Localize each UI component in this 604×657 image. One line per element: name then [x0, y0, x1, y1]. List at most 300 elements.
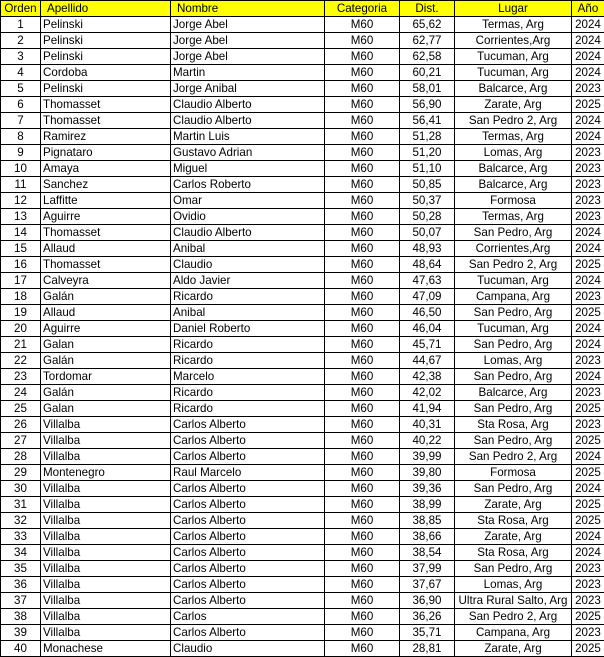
cell-categoria: M60 [325, 209, 400, 225]
cell-lugar: Campana, Arg [455, 625, 572, 641]
cell-categoria: M60 [325, 177, 400, 193]
cell-orden: 35 [1, 561, 41, 577]
cell-apellido: Thomasset [41, 113, 171, 129]
cell-categoria: M60 [325, 113, 400, 129]
cell-nombre: Carlos Alberto [171, 449, 325, 465]
cell-categoria: M60 [325, 369, 400, 385]
cell-dist: 47,63 [400, 273, 455, 289]
col-header-ano: Año [572, 1, 604, 17]
table-row [1, 33, 604, 49]
cell-ano: 2025 [572, 513, 604, 529]
cell-categoria: M60 [325, 241, 400, 257]
cell-nombre: Carlos Alberto [171, 545, 325, 561]
cell-dist: 41,94 [400, 401, 455, 417]
cell-lugar: Sta Rosa, Arg [455, 417, 572, 433]
cell-categoria: M60 [325, 513, 400, 529]
cell-ano: 2024 [572, 33, 604, 49]
cell-orden: 26 [1, 417, 41, 433]
cell-categoria: M60 [325, 49, 400, 65]
cell-orden: 6 [1, 97, 41, 113]
cell-apellido: Galán [41, 385, 171, 401]
table-row [1, 273, 604, 289]
cell-ano: 2023 [572, 561, 604, 577]
table-row [1, 369, 604, 385]
cell-ano: 2023 [572, 417, 604, 433]
cell-orden: 8 [1, 129, 41, 145]
cell-categoria: M60 [325, 161, 400, 177]
cell-categoria: M60 [325, 577, 400, 593]
cell-orden: 40 [1, 641, 41, 657]
cell-apellido: Ramirez [41, 129, 171, 145]
cell-orden: 16 [1, 257, 41, 273]
cell-dist: 62,58 [400, 49, 455, 65]
table-row [1, 17, 604, 33]
cell-dist: 38,54 [400, 545, 455, 561]
cell-nombre: Ricardo [171, 353, 325, 369]
cell-ano: 2024 [572, 273, 604, 289]
cell-orden: 10 [1, 161, 41, 177]
cell-apellido: Monachese [41, 641, 171, 657]
cell-orden: 32 [1, 513, 41, 529]
table-row [1, 97, 604, 113]
cell-categoria: M60 [325, 97, 400, 113]
table-row [1, 337, 604, 353]
cell-nombre: Carlos Alberto [171, 593, 325, 609]
cell-categoria: M60 [325, 609, 400, 625]
cell-lugar: Lomas, Arg [455, 577, 572, 593]
cell-dist: 47,09 [400, 289, 455, 305]
cell-orden: 27 [1, 433, 41, 449]
cell-nombre: Daniel Roberto [171, 321, 325, 337]
cell-ano: 2024 [572, 529, 604, 545]
cell-ano: 2024 [572, 337, 604, 353]
cell-apellido: Villalba [41, 513, 171, 529]
cell-nombre: Claudio [171, 641, 325, 657]
cell-nombre: Carlos Roberto [171, 177, 325, 193]
cell-ano: 2023 [572, 353, 604, 369]
cell-lugar: San Pedro 2, Arg [455, 609, 572, 625]
cell-dist: 40,31 [400, 417, 455, 433]
cell-dist: 28,81 [400, 641, 455, 657]
cell-dist: 35,71 [400, 625, 455, 641]
cell-orden: 14 [1, 225, 41, 241]
cell-orden: 19 [1, 305, 41, 321]
cell-lugar: Corrientes,Arg [455, 33, 572, 49]
cell-ano: 2023 [572, 177, 604, 193]
table-row [1, 465, 604, 481]
table-row [1, 545, 604, 561]
cell-dist: 46,04 [400, 321, 455, 337]
cell-lugar: Sta Rosa, Arg [455, 545, 572, 561]
cell-nombre: Omar [171, 193, 325, 209]
cell-dist: 44,67 [400, 353, 455, 369]
cell-dist: 37,99 [400, 561, 455, 577]
cell-orden: 31 [1, 497, 41, 513]
table-row [1, 385, 604, 401]
cell-orden: 38 [1, 609, 41, 625]
cell-nombre: Ovidio [171, 209, 325, 225]
cell-orden: 20 [1, 321, 41, 337]
cell-apellido: Villalba [41, 449, 171, 465]
cell-lugar: Formosa [455, 193, 572, 209]
col-header-lugar: Lugar [455, 1, 572, 17]
cell-ano: 2023 [572, 193, 604, 209]
cell-apellido: Villalba [41, 609, 171, 625]
cell-dist: 56,90 [400, 97, 455, 113]
table-row [1, 129, 604, 145]
cell-orden: 4 [1, 65, 41, 81]
table-row [1, 321, 604, 337]
cell-dist: 50,85 [400, 177, 455, 193]
table-row [1, 257, 604, 273]
cell-orden: 21 [1, 337, 41, 353]
cell-dist: 40,22 [400, 433, 455, 449]
cell-orden: 30 [1, 481, 41, 497]
cell-categoria: M60 [325, 481, 400, 497]
cell-apellido: Galán [41, 353, 171, 369]
cell-orden: 23 [1, 369, 41, 385]
col-header-dist: Dist. [400, 1, 455, 17]
cell-apellido: Thomasset [41, 257, 171, 273]
cell-lugar: Tucuman, Arg [455, 321, 572, 337]
table-row [1, 433, 604, 449]
cell-apellido: Calveyra [41, 273, 171, 289]
cell-categoria: M60 [325, 193, 400, 209]
cell-apellido: Pignataro [41, 145, 171, 161]
cell-categoria: M60 [325, 465, 400, 481]
cell-ano: 2024 [572, 129, 604, 145]
cell-ano: 2024 [572, 225, 604, 241]
cell-nombre: Claudio Alberto [171, 113, 325, 129]
cell-ano: 2024 [572, 321, 604, 337]
cell-dist: 38,99 [400, 497, 455, 513]
cell-orden: 22 [1, 353, 41, 369]
cell-apellido: Galan [41, 401, 171, 417]
table-row [1, 289, 604, 305]
table-row [1, 81, 604, 97]
cell-ano: 2023 [572, 593, 604, 609]
cell-ano: 2023 [572, 161, 604, 177]
cell-lugar: Balcarce, Arg [455, 177, 572, 193]
cell-nombre: Ricardo [171, 337, 325, 353]
cell-categoria: M60 [325, 129, 400, 145]
table-row [1, 417, 604, 433]
table-row [1, 641, 604, 657]
cell-categoria: M60 [325, 449, 400, 465]
cell-apellido: Sanchez [41, 177, 171, 193]
col-header-apellido: Apellido [41, 1, 171, 17]
table-row [1, 113, 604, 129]
cell-lugar: San Pedro, Arg [455, 561, 572, 577]
cell-categoria: M60 [325, 305, 400, 321]
cell-dist: 39,99 [400, 449, 455, 465]
cell-dist: 37,67 [400, 577, 455, 593]
cell-dist: 62,77 [400, 33, 455, 49]
table-row [1, 241, 604, 257]
cell-apellido: Villalba [41, 497, 171, 513]
cell-lugar: Zarate, Arg [455, 529, 572, 545]
cell-apellido: Amaya [41, 161, 171, 177]
cell-lugar: Lomas, Arg [455, 145, 572, 161]
cell-lugar: Termas, Arg [455, 209, 572, 225]
table-row [1, 481, 604, 497]
cell-ano: 2023 [572, 209, 604, 225]
cell-ano: 2023 [572, 145, 604, 161]
cell-dist: 48,93 [400, 241, 455, 257]
cell-orden: 28 [1, 449, 41, 465]
cell-nombre: Claudio [171, 257, 325, 273]
cell-apellido: Galan [41, 337, 171, 353]
cell-categoria: M60 [325, 81, 400, 97]
cell-orden: 25 [1, 401, 41, 417]
cell-categoria: M60 [325, 65, 400, 81]
cell-orden: 36 [1, 577, 41, 593]
cell-nombre: Martin [171, 65, 325, 81]
cell-orden: 9 [1, 145, 41, 161]
header-row [1, 1, 604, 17]
table-row [1, 609, 604, 625]
cell-dist: 50,28 [400, 209, 455, 225]
cell-ano: 2024 [572, 49, 604, 65]
cell-orden: 39 [1, 625, 41, 641]
cell-ano: 2023 [572, 81, 604, 97]
cell-lugar: Corrientes,Arg [455, 241, 572, 257]
cell-dist: 39,36 [400, 481, 455, 497]
cell-nombre: Carlos Alberto [171, 481, 325, 497]
cell-lugar: Zarate, Arg [455, 497, 572, 513]
cell-apellido: Villalba [41, 417, 171, 433]
cell-nombre: Ricardo [171, 385, 325, 401]
cell-categoria: M60 [325, 145, 400, 161]
cell-orden: 24 [1, 385, 41, 401]
cell-orden: 18 [1, 289, 41, 305]
cell-lugar: Sta Rosa, Arg [455, 513, 572, 529]
cell-dist: 38,66 [400, 529, 455, 545]
cell-lugar: San Pedro 2, Arg [455, 113, 572, 129]
cell-orden: 33 [1, 529, 41, 545]
cell-categoria: M60 [325, 225, 400, 241]
cell-dist: 36,26 [400, 609, 455, 625]
cell-nombre: Carlos Alberto [171, 433, 325, 449]
cell-nombre: Claudio Alberto [171, 97, 325, 113]
table-row [1, 577, 604, 593]
table-row [1, 561, 604, 577]
table-row [1, 449, 604, 465]
cell-apellido: Aguirre [41, 321, 171, 337]
col-header-categoria: Categoria [325, 1, 400, 17]
cell-apellido: Villalba [41, 545, 171, 561]
cell-ano: 2023 [572, 385, 604, 401]
cell-categoria: M60 [325, 273, 400, 289]
cell-orden: 5 [1, 81, 41, 97]
cell-nombre: Jorge Abel [171, 17, 325, 33]
cell-dist: 58,01 [400, 81, 455, 97]
cell-lugar: San Pedro, Arg [455, 401, 572, 417]
cell-apellido: Pelinski [41, 17, 171, 33]
cell-lugar: San Pedro, Arg [455, 225, 572, 241]
cell-categoria: M60 [325, 593, 400, 609]
cell-lugar: Tucuman, Arg [455, 65, 572, 81]
cell-apellido: Tordomar [41, 369, 171, 385]
cell-apellido: Laffitte [41, 193, 171, 209]
cell-dist: 39,80 [400, 465, 455, 481]
cell-dist: 42,38 [400, 369, 455, 385]
cell-lugar: Tucuman, Arg [455, 273, 572, 289]
cell-dist: 45,71 [400, 337, 455, 353]
cell-ano: 2025 [572, 609, 604, 625]
cell-dist: 51,20 [400, 145, 455, 161]
cell-apellido: Cordoba [41, 65, 171, 81]
table-row [1, 161, 604, 177]
cell-dist: 60,21 [400, 65, 455, 81]
table-row [1, 497, 604, 513]
cell-dist: 36,90 [400, 593, 455, 609]
cell-lugar: Zarate, Arg [455, 97, 572, 113]
cell-orden: 15 [1, 241, 41, 257]
cell-orden: 11 [1, 177, 41, 193]
col-header-orden: Orden [1, 1, 41, 17]
cell-dist: 42,02 [400, 385, 455, 401]
table-row [1, 49, 604, 65]
cell-lugar: Balcarce, Arg [455, 161, 572, 177]
cell-nombre: Claudio Alberto [171, 225, 325, 241]
cell-ano: 2025 [572, 97, 604, 113]
cell-lugar: San Pedro, Arg [455, 433, 572, 449]
cell-lugar: San Pedro, Arg [455, 481, 572, 497]
cell-dist: 50,37 [400, 193, 455, 209]
cell-lugar: Zarate, Arg [455, 641, 572, 657]
cell-nombre: Carlos [171, 609, 325, 625]
cell-ano: 2024 [572, 17, 604, 33]
cell-categoria: M60 [325, 529, 400, 545]
cell-nombre: Aldo Javier [171, 273, 325, 289]
table-row [1, 225, 604, 241]
cell-categoria: M60 [325, 17, 400, 33]
cell-apellido: Villalba [41, 577, 171, 593]
cell-apellido: Villalba [41, 561, 171, 577]
table-row [1, 593, 604, 609]
cell-nombre: Jorge Anibal [171, 81, 325, 97]
cell-nombre: Jorge Abel [171, 33, 325, 49]
cell-ano: 2024 [572, 449, 604, 465]
cell-orden: 13 [1, 209, 41, 225]
cell-ano: 2023 [572, 625, 604, 641]
table-row [1, 193, 604, 209]
cell-ano: 2024 [572, 545, 604, 561]
cell-nombre: Gustavo Adrian [171, 145, 325, 161]
cell-apellido: Thomasset [41, 225, 171, 241]
cell-nombre: Raul Marcelo [171, 465, 325, 481]
cell-dist: 38,85 [400, 513, 455, 529]
cell-ano: 2023 [572, 577, 604, 593]
cell-dist: 51,10 [400, 161, 455, 177]
cell-categoria: M60 [325, 545, 400, 561]
cell-lugar: Campana, Arg [455, 289, 572, 305]
cell-ano: 2024 [572, 65, 604, 81]
cell-ano: 2024 [572, 369, 604, 385]
cell-nombre: Ricardo [171, 289, 325, 305]
cell-lugar: Balcarce, Arg [455, 385, 572, 401]
table-row [1, 401, 604, 417]
cell-lugar: Lomas, Arg [455, 353, 572, 369]
cell-ano: 2025 [572, 305, 604, 321]
table-row [1, 625, 604, 641]
cell-categoria: M60 [325, 33, 400, 49]
cell-categoria: M60 [325, 353, 400, 369]
cell-categoria: M60 [325, 417, 400, 433]
cell-ano: 2025 [572, 257, 604, 273]
cell-ano: 2025 [572, 401, 604, 417]
table-row [1, 513, 604, 529]
cell-orden: 17 [1, 273, 41, 289]
cell-ano: 2024 [572, 481, 604, 497]
cell-categoria: M60 [325, 641, 400, 657]
cell-categoria: M60 [325, 289, 400, 305]
cell-lugar: San Pedro 2, Arg [455, 449, 572, 465]
cell-nombre: Ricardo [171, 401, 325, 417]
cell-nombre: Marcelo [171, 369, 325, 385]
cell-orden: 7 [1, 113, 41, 129]
cell-categoria: M60 [325, 385, 400, 401]
cell-nombre: Carlos Alberto [171, 577, 325, 593]
cell-categoria: M60 [325, 497, 400, 513]
cell-nombre: Carlos Alberto [171, 561, 325, 577]
cell-categoria: M60 [325, 401, 400, 417]
cell-apellido: Aguirre [41, 209, 171, 225]
cell-apellido: Villalba [41, 593, 171, 609]
cell-categoria: M60 [325, 337, 400, 353]
cell-nombre: Anibal [171, 241, 325, 257]
table-row [1, 65, 604, 81]
cell-lugar: San Pedro, Arg [455, 369, 572, 385]
cell-apellido: Villalba [41, 481, 171, 497]
cell-nombre: Martin Luis [171, 129, 325, 145]
cell-ano: 2024 [572, 241, 604, 257]
cell-nombre: Anibal [171, 305, 325, 321]
cell-lugar: San Pedro, Arg [455, 337, 572, 353]
cell-lugar: Formosa [455, 465, 572, 481]
cell-apellido: Allaud [41, 241, 171, 257]
cell-nombre: Carlos Alberto [171, 513, 325, 529]
cell-dist: 51,28 [400, 129, 455, 145]
cell-dist: 65,62 [400, 17, 455, 33]
cell-ano: 2025 [572, 497, 604, 513]
cell-categoria: M60 [325, 257, 400, 273]
cell-apellido: Galán [41, 289, 171, 305]
cell-apellido: Montenegro [41, 465, 171, 481]
cell-ano: 2024 [572, 113, 604, 129]
cell-orden: 34 [1, 545, 41, 561]
table-row [1, 145, 604, 161]
table-row [1, 209, 604, 225]
cell-apellido: Pelinski [41, 33, 171, 49]
table-row [1, 529, 604, 545]
cell-apellido: Villalba [41, 433, 171, 449]
table-row [1, 305, 604, 321]
table-body [1, 17, 604, 657]
cell-lugar: San Pedro 2, Arg [455, 257, 572, 273]
cell-apellido: Pelinski [41, 81, 171, 97]
cell-nombre: Carlos Alberto [171, 625, 325, 641]
cell-nombre: Carlos Alberto [171, 417, 325, 433]
cell-ano: 2023 [572, 289, 604, 305]
cell-lugar: Balcarce, Arg [455, 81, 572, 97]
cell-nombre: Jorge Abel [171, 49, 325, 65]
cell-categoria: M60 [325, 561, 400, 577]
cell-apellido: Pelinski [41, 49, 171, 65]
cell-orden: 37 [1, 593, 41, 609]
cell-nombre: Carlos Alberto [171, 529, 325, 545]
